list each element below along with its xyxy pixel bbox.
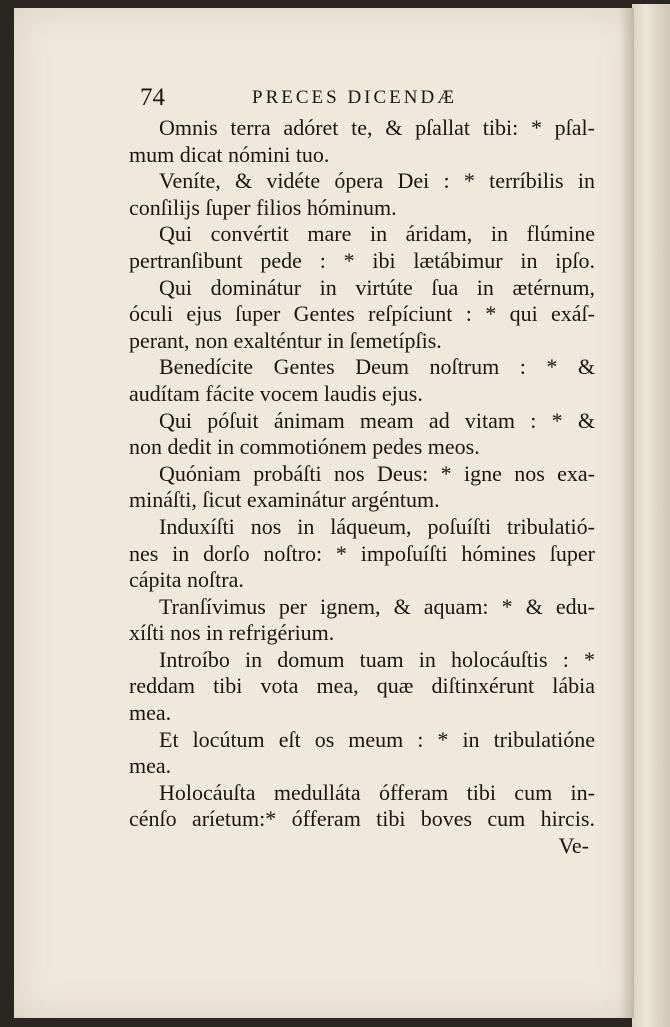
text-line: reddam tibi vota mea, quæ diſtinxérunt lábia <box>129 673 595 699</box>
text-line: cénſo aríetum:* ófferam tibi boves cum hircis. <box>129 806 595 832</box>
text-line: óculi ejus ſuper Gentes reſpíciunt : * qui exáſ- <box>129 301 595 327</box>
text-line: xíſti nos in refrigérium. <box>129 620 335 646</box>
text-line: Et locútum eſt os meum : * in tribulatióne <box>159 726 595 752</box>
text-line: Qui convértit mare in áridam, in flúmine <box>159 221 595 247</box>
text-line: Qui dominátur in virtúte ſua in ætérnum, <box>159 274 595 300</box>
running-head: PRECES DICENDÆ <box>252 87 458 108</box>
text-line: cápita noſtra. <box>129 567 244 593</box>
text-line: Omnis terra adóret te, & pſallat tibi: * pſal- <box>159 115 595 140</box>
text-line: Induxíſti nos in láqueum, poſuíſti tribulatió- <box>159 513 595 539</box>
text-line: Holocáuſta medulláta ófferam tibi cum in- <box>159 779 595 805</box>
text-line: Quóniam probáſti nos Deus: * igne nos exa- <box>159 460 595 486</box>
text-line: mum dicat nómini tuo. <box>129 141 330 167</box>
page-header <box>140 84 520 116</box>
text-line: mea. <box>129 753 172 779</box>
text-line: Benedícite Gentes Deum noſtrum : * & <box>159 354 595 380</box>
page-gutter-shadow <box>620 8 634 1018</box>
text-line: conſilijs ſuper filios hóminum. <box>129 194 397 220</box>
text-line: perant, non exalténtur in ſemetípſis. <box>129 327 442 353</box>
text-line: mea. <box>129 700 172 726</box>
catchword: Ve- <box>558 833 589 859</box>
psalm-text <box>129 115 595 860</box>
text-line: non dedit in commotiónem pedes meos. <box>129 434 480 460</box>
text-line: Tranſívimus per ignem, & aquam: * & edu- <box>159 593 595 619</box>
text-line: Veníte, & vidéte ópera Dei : * terríbilis in <box>159 168 595 194</box>
adjacent-page-edge <box>632 4 670 1027</box>
text-line: Introíbo in domum tuam in holocáuſtis : * <box>159 646 595 672</box>
text-line: Qui póſuit ánimam meam ad vitam : * & <box>159 407 595 433</box>
page-number: 74 <box>140 84 165 111</box>
text-line: mináſti, ſicut examinátur argéntum. <box>129 487 440 513</box>
text-line: pertranſibunt pede : * ibi lætábimur in ipſo. <box>129 247 595 273</box>
text-line: audítam fácite vocem laudis ejus. <box>129 380 423 406</box>
text-line: nes in dorſo noſtro: * impoſuíſti hómines ſuper <box>129 540 595 566</box>
